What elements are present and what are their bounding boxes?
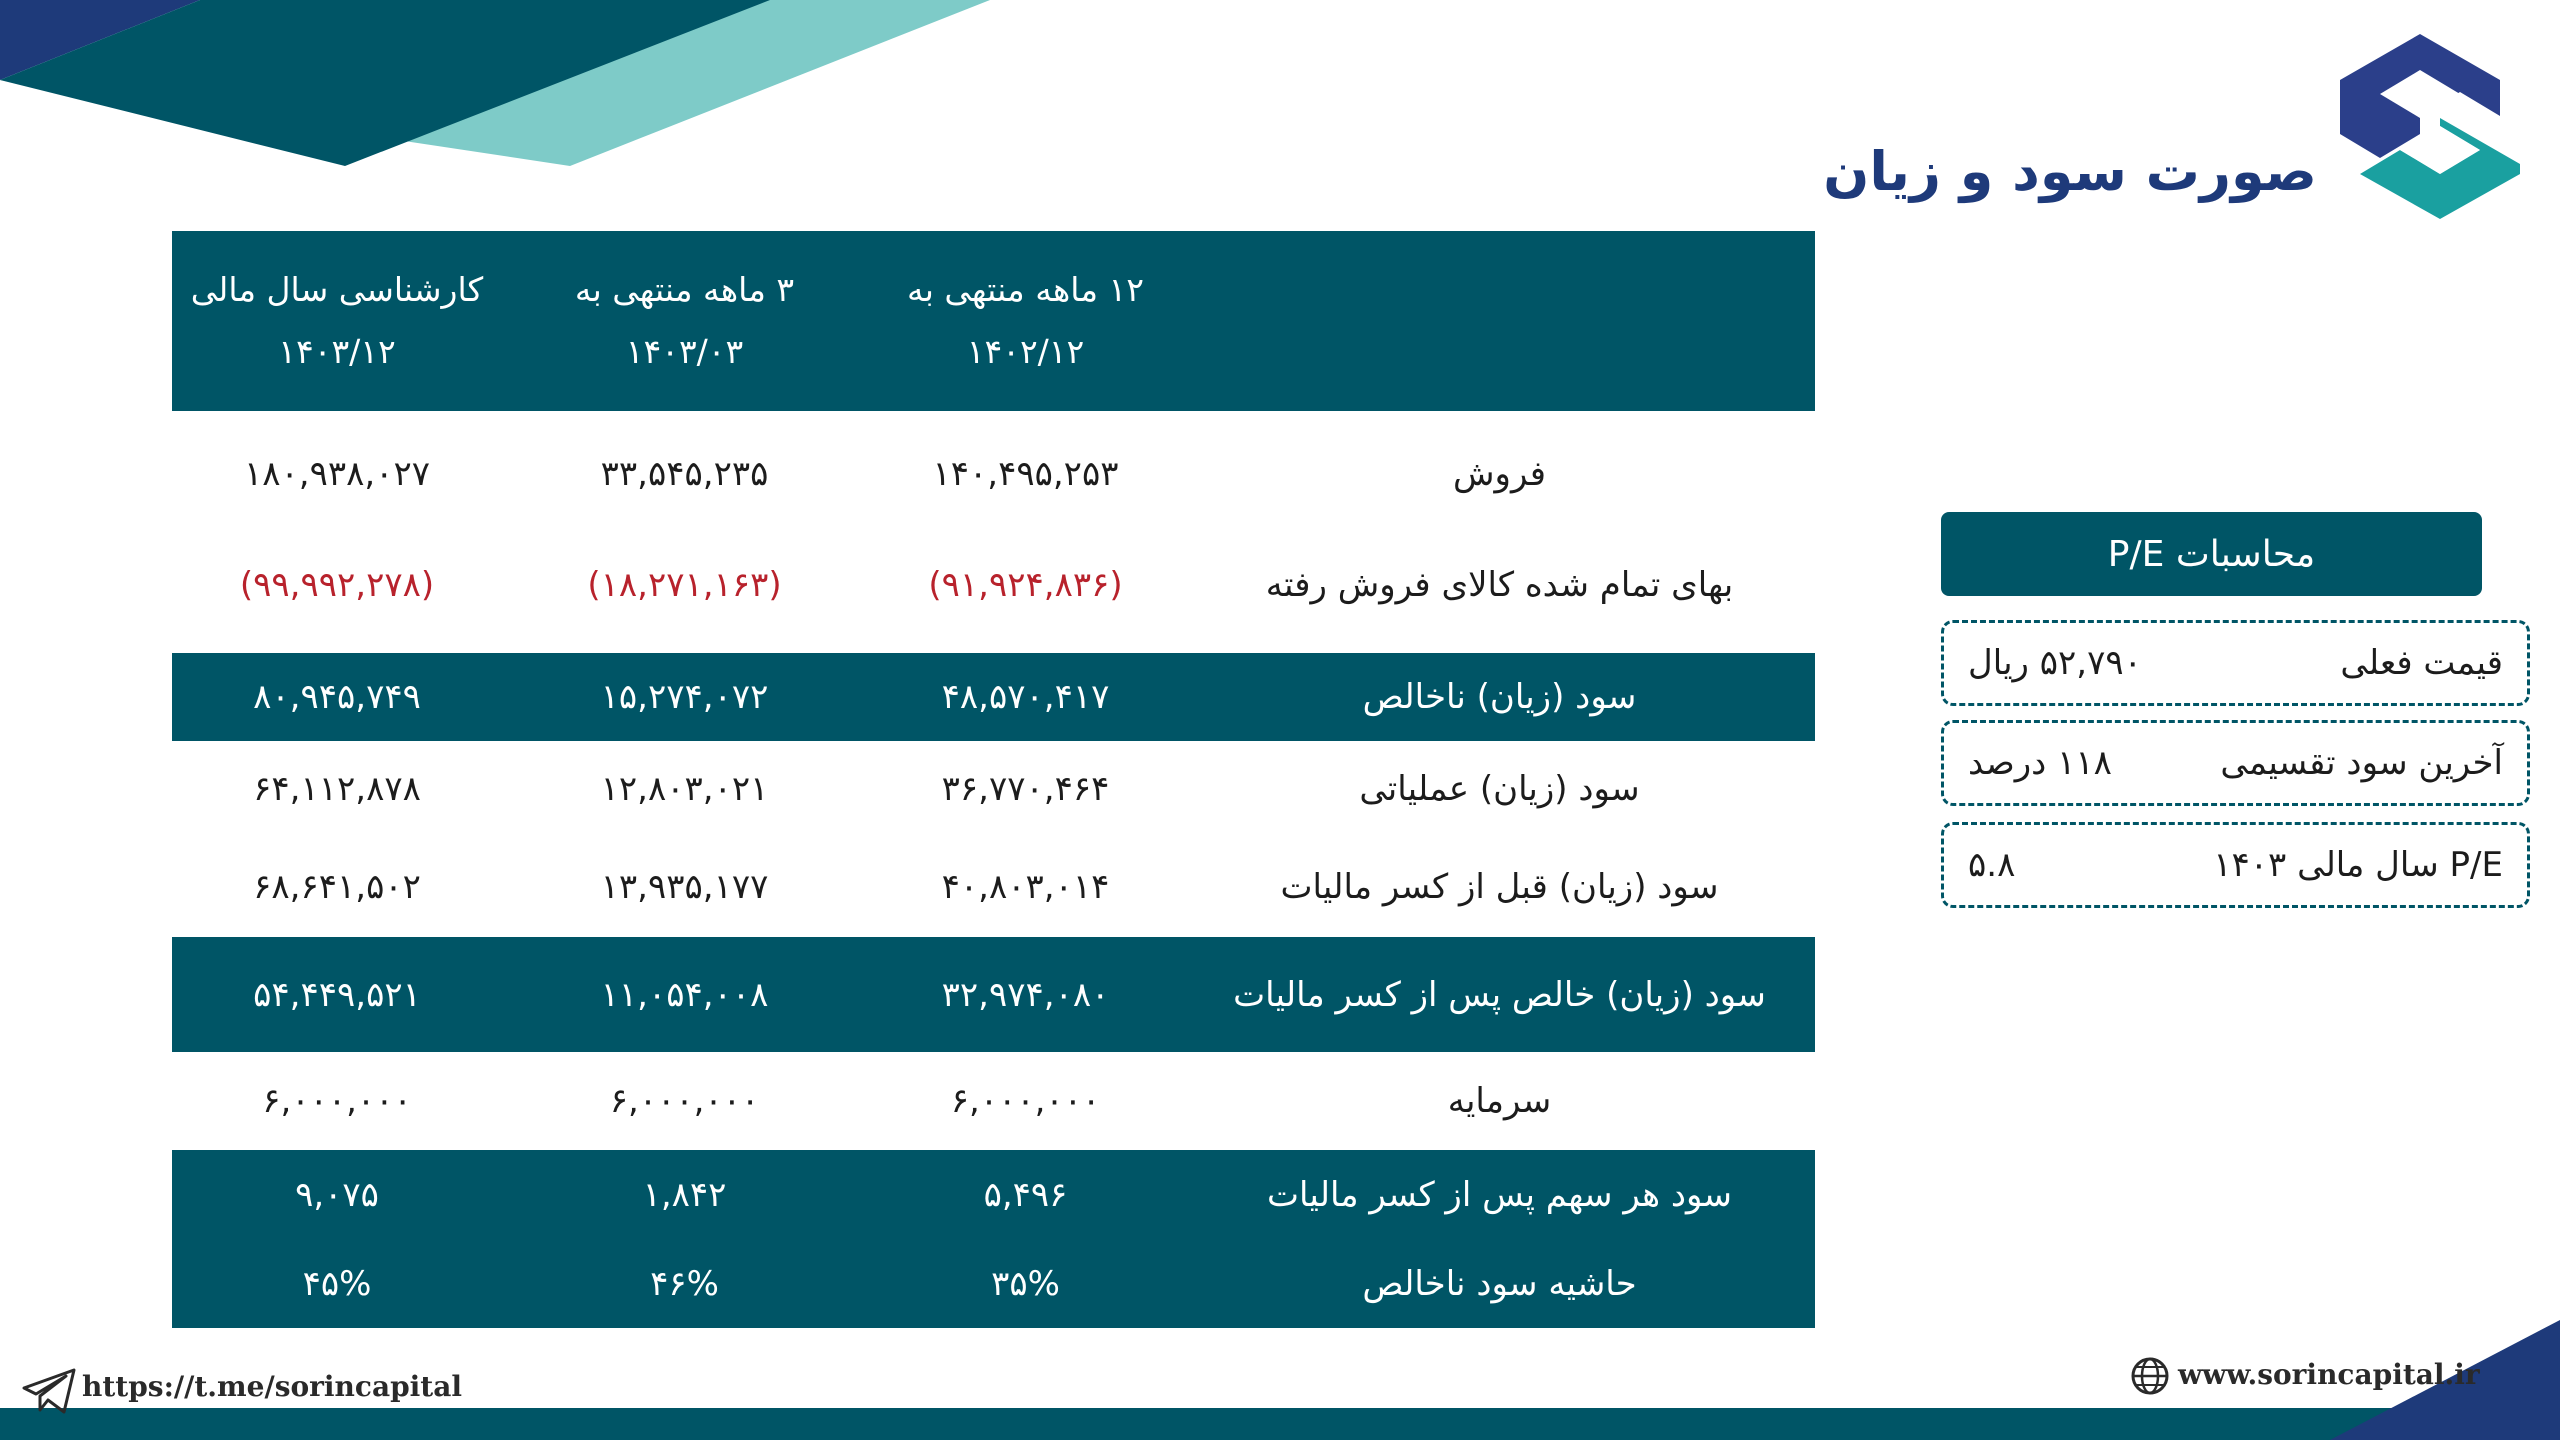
telegram-link[interactable]: https://t.me/sorincapital <box>82 1370 463 1403</box>
row-value: ۱,۸۴۲ <box>642 1175 727 1215</box>
pe-last-dividend <box>1941 720 2530 806</box>
row-value: ۱۱,۰۵۴,۰۰۸ <box>600 974 769 1015</box>
row-value: (۱۸,۲۷۱,۱۶۳) <box>587 565 782 605</box>
row-label: بهای تمام شده کالای فروش رفته <box>1265 565 1734 605</box>
row-value: ۳۳,۵۴۵,۲۳۵ <box>600 454 769 494</box>
row-value: ۸۰,۹۴۵,۷۴۹ <box>253 677 421 717</box>
row-value: ۹,۰۷۵ <box>295 1175 379 1215</box>
pe-current-price <box>1941 620 2530 706</box>
pe-item-value: ۵.۸ <box>1968 845 2016 885</box>
company-logo <box>2340 34 2520 219</box>
pe-item-value: ۵۲,۷۹۰ ریال <box>1968 643 2142 683</box>
table-row <box>172 1240 1815 1328</box>
row-label: سود هر سهم پس از کسر مالیات <box>1266 1175 1733 1215</box>
page-title: صورت سود و زیان <box>1823 140 2317 203</box>
row-label: حاشیه سود ناخالص <box>1362 1264 1637 1304</box>
row-value: ۳۵% <box>991 1264 1060 1304</box>
table-row <box>172 411 1815 517</box>
row-value: ۶۴,۱۱۲,۸۷۸ <box>253 769 421 809</box>
row-value: ۴۸,۵۷۰,۴۱۷ <box>941 677 1110 717</box>
row-label: سود (زیان) ناخالص <box>1362 677 1637 717</box>
table-row <box>172 1150 1815 1240</box>
header-col-forecast: کارشناسی سال مالی ۱۴۰۳/۱۲ <box>190 270 484 371</box>
row-value: ۶,۰۰۰,۰۰۰ <box>950 1081 1101 1121</box>
row-value: ۳۲,۹۷۴,۰۸۰ <box>941 974 1110 1015</box>
pe-item-value: ۱۱۸ درصد <box>1968 743 2112 783</box>
row-value: ۵,۴۹۶ <box>983 1175 1068 1215</box>
pe-item-label: قیمت فعلی <box>2340 643 2503 683</box>
row-value: ۱۲,۸۰۳,۰۲۱ <box>600 769 769 809</box>
table-row <box>172 1052 1815 1150</box>
pe-item-label: آخرین سود تقسیمی <box>2220 743 2503 783</box>
website-link[interactable]: www.sorincapital.ir <box>2178 1358 2480 1391</box>
row-value: ۱۳,۹۳۵,۱۷۷ <box>600 867 769 907</box>
row-value: ۶۸,۶۴۱,۵۰۲ <box>253 867 421 907</box>
pe-item-label: P/E سال مالی ۱۴۰۳ <box>2213 845 2503 885</box>
pe-ratio-1403 <box>1941 822 2530 908</box>
globe-icon <box>2130 1356 2170 1396</box>
row-value: ۵۴,۴۴۹,۵۲۱ <box>253 974 421 1015</box>
row-label: فروش <box>1453 454 1546 494</box>
table-row <box>172 653 1815 741</box>
row-label: سود (زیان) قبل از کسر مالیات <box>1280 867 1719 907</box>
header-col-3month: ۳ ماهه منتهی به ۱۴۰۳/۰۳ <box>574 270 795 371</box>
table-row <box>172 517 1815 653</box>
row-label: سود (زیان) خالص پس از کسر مالیات <box>1233 974 1766 1015</box>
telegram-icon <box>22 1368 76 1414</box>
table-row <box>172 741 1815 837</box>
income-statement-table <box>172 231 1815 1328</box>
table-row <box>172 837 1815 937</box>
table-header-row <box>172 231 1815 411</box>
row-value: (۹۹,۹۹۲,۲۷۸) <box>239 565 435 605</box>
pe-section-title: محاسبات P/E <box>1941 512 2482 596</box>
row-value: ۱۴۰,۴۹۵,۲۵۳ <box>932 454 1119 494</box>
row-value: (۹۱,۹۲۴,۸۳۶) <box>928 565 1123 605</box>
row-value: ۱۵,۲۷۴,۰۷۲ <box>600 677 769 717</box>
row-value: ۴۶% <box>650 1264 719 1304</box>
row-value: ۶,۰۰۰,۰۰۰ <box>609 1081 760 1121</box>
header-col-12month: ۱۲ ماهه منتهی به ۱۴۰۲/۱۲ <box>907 270 1144 371</box>
row-value: ۴۰,۸۰۳,۰۱۴ <box>941 867 1110 907</box>
row-value: ۴۵% <box>302 1264 372 1304</box>
row-value: ۱۸۰,۹۳۸,۰۲۷ <box>244 454 430 494</box>
table-row <box>172 937 1815 1052</box>
row-label: سرمایه <box>1447 1081 1552 1121</box>
row-value: ۶,۰۰۰,۰۰۰ <box>262 1081 412 1121</box>
row-value: ۳۶,۷۷۰,۴۶۴ <box>941 769 1110 809</box>
row-label: سود (زیان) عملیاتی <box>1359 769 1640 809</box>
